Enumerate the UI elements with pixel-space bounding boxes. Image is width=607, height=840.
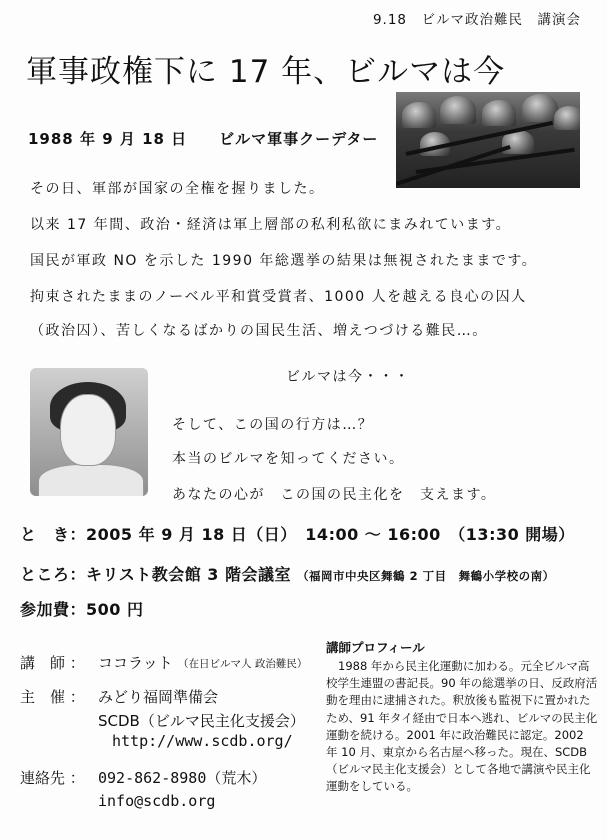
contact-phone: 092-862-8980（荒木）	[98, 769, 267, 787]
speaker-name: ココラット	[98, 654, 173, 672]
message-line: そして、この国の行方は…？	[172, 417, 374, 433]
paragraph-line: （政治囚）、苦しくなるばかりの国民生活、増えつづける難民…。	[30, 323, 488, 339]
host-label: 主 催 ：	[20, 688, 85, 706]
where-label: ところ：	[20, 565, 87, 584]
message-line: 本当のビルマを知ってください。	[172, 451, 405, 467]
fee-value: 500 円	[86, 600, 144, 619]
event-fee	[20, 597, 144, 620]
paragraph-line: 拘束されたままのノーベル平和賞受賞者、1000 人を越える良心の囚人	[30, 289, 527, 305]
profile-title: 講師プロフィール	[326, 640, 425, 655]
paragraph-line: 以来 17 年間、政治・経済は軍上層部の私利私欲にまみれています。	[30, 217, 512, 233]
soldiers-photo	[396, 92, 580, 188]
contact-label: 連絡先 ：	[20, 769, 85, 787]
burma-now-heading: ビルマは今・・・	[286, 369, 410, 385]
message-line: あなたの心が この国の民主化を 支えます。	[172, 487, 497, 503]
event-where	[20, 562, 555, 585]
fee-label: 参加費：	[20, 600, 87, 619]
paragraph-line: 国民が軍政 NO を示した 1990 年総選挙の結果は無視されたままです。	[30, 253, 538, 269]
event-when	[20, 522, 575, 545]
speaker-label: 講 師 ：	[20, 654, 85, 672]
when-value: 2005 年 9 月 18 日（日） 14:00 ～ 16:00 （13:30 開場）	[86, 525, 575, 544]
where-value: キリスト教会館 3 階会議室	[86, 565, 291, 584]
host-name-2: SCDB（ビルマ民主化支援会）	[98, 712, 305, 730]
profile-body: 1988 年から民主化運動に加わる。元全ビルマ高校学生連盟の書記長。90 年の総選挙の日、反政府活動を理由に逮捕された。釈放後も監視下に置かれたため、91 年タイ経由で日本へ逃れ、ビルマの民主化運動を続ける。2001 年に政治難民に認定。2002 年 10 月、東京から名古屋へ移った。現在、SCDB（ビルマ民主化支援会）として各地で講演や民主化運動をしている。	[326, 659, 598, 794]
host-url-link[interactable]: http://www.scdb.org/	[112, 732, 293, 750]
where-note: （福岡市中央区舞鶴 2 丁目 舞鶴小学校の南）	[297, 569, 555, 583]
contact-email-link[interactable]: info@scdb.org	[98, 792, 216, 810]
page-title: 軍事政権下に 17 年、ビルマは今	[26, 54, 506, 90]
speaker-portrait	[30, 368, 148, 496]
when-label: と き：	[20, 525, 87, 544]
event-header: 9.18 ビルマ政治難民 講演会	[372, 12, 581, 28]
host-name: みどり福岡準備会	[98, 688, 219, 706]
paragraph-line: その日、軍部が国家の全権を握りました。	[30, 181, 325, 197]
speaker-note: （在日ビルマ人 政治難民）	[178, 658, 308, 670]
subtitle: 1988 年 9 月 18 日 ビルマ軍事クーデター	[28, 130, 379, 148]
